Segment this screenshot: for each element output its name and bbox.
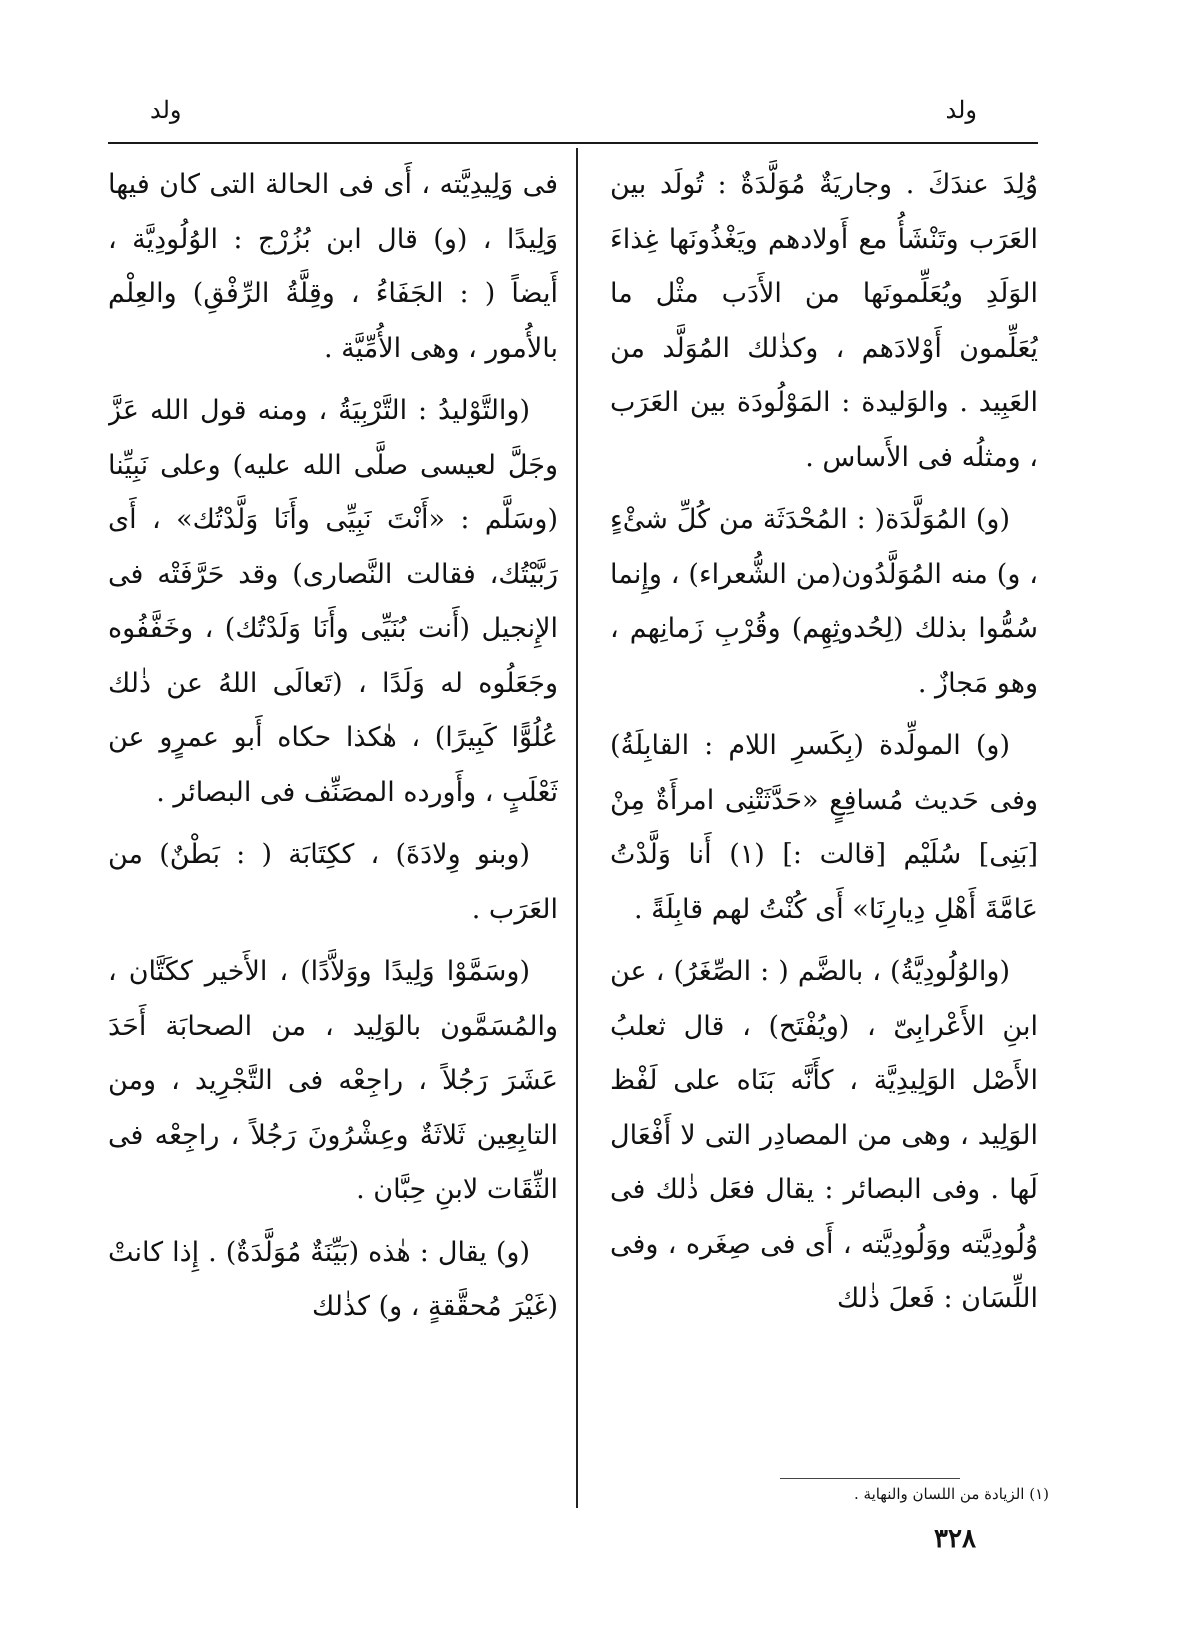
- footnote: (١) الزيادة من اللسان والنهاية .: [853, 1485, 1049, 1503]
- running-head-left: ولد: [150, 96, 182, 124]
- paragraph: (و) المُوَلَّدَة( : المُحْدَثَة من كُلِّ شئْءٍ ، و) منه المُوَلَّدُون(من الشُّعراء) ، وإِنما سُمُّوا بذلك (لِحُدوثِهِم) وقُرْبِ زَمانِهم ، وهو مَجازٌ .: [610, 504, 1038, 699]
- paragraph: (والوُلُودِيَّةُ) ، بالضَّم ( : الصِّغَرُ) ، عن ابنِ الأَعْرابِىّ ، (ويُفْتَح) ، قال ثعلبُ الأَصْل الوَلِيدِيَّة ، كأَنَّه بَنَاه على لَفْظ الوَلِيد ، وهى من المصادِر التى لا أَفْعَال لَها . وفى البصائر : يقال فعَل ذٰلك فى وُلُودِيَّته ووَلُودِيَّته ، أَى فى صِغَره ، وفى اللِّسَان : فَعلَ ذٰلك: [610, 956, 1038, 1314]
- paragraph: (وسَمَّوْا وَلِيدًا ووَلاَّدًا) ، الأَخير ككَتَّان ، والمُسَمَّون بالوَلِيد ، من الصحابَة أَحَدَ عَشَرَ رَجُلاً ، راجِعْه فى التَّجْرِيد ، ومن التابِعِين ثَلاثَةٌ وعِشْرُونَ رَجُلاً ، راجِعْه فى الثِّقَات لابنِ حِبَّان .: [108, 956, 558, 1205]
- column-divider: [576, 148, 578, 1508]
- running-head-right: ولد: [945, 96, 977, 124]
- paragraph: فى وَلِيدِيَّته ، أَى فى الحالة التى كان فيها وَلِيدًا ، (و) قال ابن بُزُرْج : الوُلُودِيَّة ، أَيضاً ( : الجَفَاءُ ، وقِلَّةُ الرِّفْقِ) والعِلْم بالأُمور ، وهى الأُمِّيَّة .: [108, 169, 558, 364]
- paragraph: (و) المولِّدة (بِكَسرِ اللام : القابِلَةُ) وفى حَديث مُسافِعٍ «حَدَّثَتْنِى امرأَةٌ مِنْ [بَنِى] سُلَيْم [قالت :] (١) أَنا وَلَّدْتُ عَامَّةَ أَهْلِ دِيارِنَا» أَى كُنْتُ لهم قابِلَةً .: [610, 730, 1038, 925]
- paragraph: وُلِدَ عندَكَ . وجاريَةٌ مُوَلَّدَةٌ : تُولَد بين العَرَب وتَنْشَأُ مع أَولادهم ويَغْذُونَها غِذاءَ الوَلَدِ ويُعَلِّمونَها من الأَدَب مثْل ما يُعَلِّمون أَوْلادَهم ، وكذٰلك المُوَلَّد من العَبِيد . والوَليدة : المَوْلُودَة بين العَرَب ، ومثلُه فى الأَساس .: [610, 169, 1038, 473]
- page-number: ٣٢٨: [934, 1524, 976, 1554]
- paragraph: (و) يقال : هٰذه (بَيِّنَةٌ مُوَلَّدَةٌ) . إِذا كانتْ (غَيْرَ مُحقَّقةٍ ، و) كذٰلك: [108, 1236, 558, 1322]
- footnote-rule: [780, 1478, 960, 1479]
- paragraph: (وبنو وِلادَةَ) ، ككِتَابَة ( : بَطْنٌ) من العَرَب .: [108, 839, 558, 925]
- header-rule: [108, 142, 1038, 144]
- right-column: [610, 158, 1038, 1518]
- paragraph: (والتَّوْليدُ : التَّرْبِيَةُ ، ومنه قول الله عَزَّ وجَلَّ لعيسى صلَّى الله عليه) وعلى نَبِيِّنا (وسَلَّم : «أَنْتَ نَبِيِّى وأَنَا وَلَّدْتُك» ، أَى رَبَّيْتُك، فقالت النَّصارى) وقد حَرَّفَتْه فى الإِنجيل (أَنت بُنَيِّى وأَنَا وَلَدْتُك) ، وخَفَّفُوه وجَعَلُوه له وَلَدًا ، (تَعالَى اللهُ عن ذٰلك عُلُوًّا كَبِيرًا) ، هٰكذا حكاه أَبو عمرٍو عن ثَعْلَبٍ ، وأَورده المصَنِّف فى البصائر .: [108, 395, 558, 808]
- left-column: [108, 158, 558, 1518]
